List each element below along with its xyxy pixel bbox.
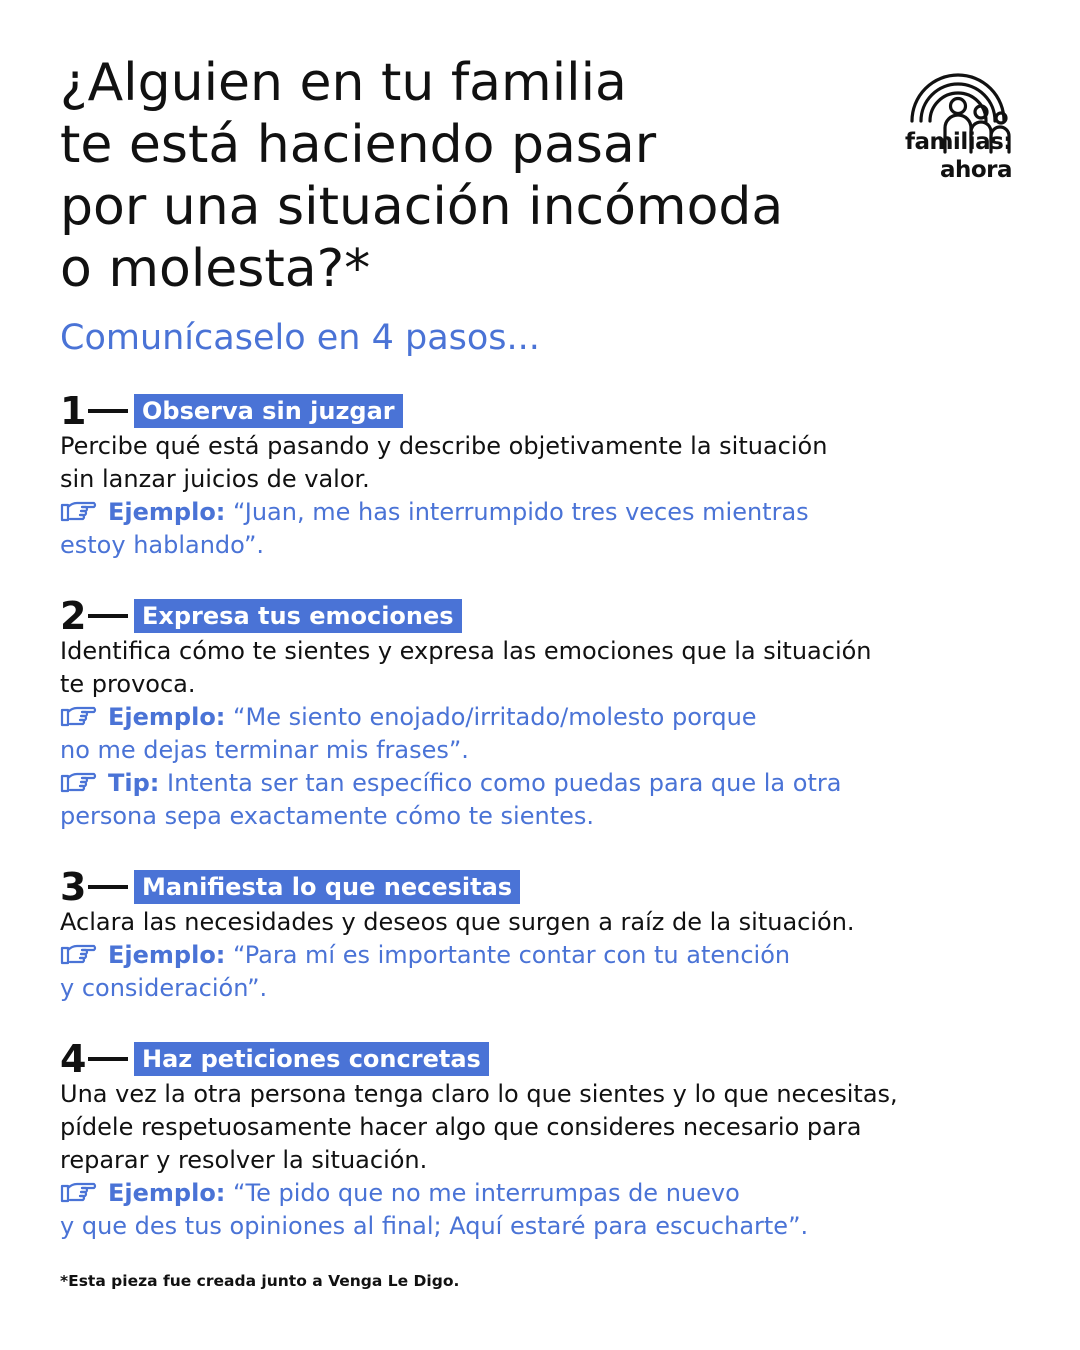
- example-text: “Me siento enojado/irritado/molesto porque: [233, 703, 757, 731]
- tip-line: [60, 767, 1020, 800]
- title-line: ¿Alguien en tu familia: [60, 53, 627, 113]
- step-badge: Haz peticiones concretas: [134, 1042, 489, 1076]
- example-line: [60, 1177, 1020, 1210]
- example-text: no me dejas terminar mis frases”.: [60, 736, 469, 764]
- tip-text: persona sepa exactamente cómo te sientes.: [60, 802, 594, 830]
- step-badge: Expresa tus emociones: [134, 599, 462, 633]
- pointing-hand-icon: [60, 704, 98, 728]
- example-text: y que des tus opiniones al final; Aquí estaré para escucharte”.: [60, 1212, 809, 1240]
- step-header: [60, 1037, 1020, 1081]
- footnote: *Esta pieza fue creada junto a Venga Le Digo.: [60, 1272, 460, 1290]
- dash-divider: [88, 885, 128, 889]
- example-label: Ejemplo:: [108, 1179, 226, 1207]
- step-description: te provoca.: [60, 670, 196, 698]
- logo-line-2: ahora: [939, 157, 1012, 183]
- step-badge: Observa sin juzgar: [134, 394, 403, 428]
- example-text: estoy hablando”.: [60, 531, 265, 559]
- example-label: Ejemplo:: [108, 498, 226, 526]
- example-line: [60, 939, 1020, 972]
- step-number: 3: [60, 865, 87, 909]
- step-description: Identifica cómo te sientes y expresa las emociones que la situación: [60, 637, 872, 665]
- step-header: [60, 389, 1020, 433]
- title-line: o molesta?*: [60, 239, 371, 299]
- step-number: 4: [60, 1037, 87, 1081]
- dash-divider: [88, 1057, 128, 1061]
- step-4: [60, 1037, 1020, 1243]
- example-text: “Juan, me has interrumpido tres veces mientras: [233, 498, 809, 526]
- pointing-hand-icon: [60, 1180, 98, 1204]
- pointing-hand-icon: [60, 499, 98, 523]
- tip-label: Tip:: [108, 769, 160, 797]
- example-label: Ejemplo:: [108, 703, 226, 731]
- example-text: y consideración”.: [60, 974, 268, 1002]
- title-line: te está haciendo pasar: [60, 115, 657, 175]
- step-description: pídele respetuosamente hacer algo que consideres necesario para: [60, 1113, 862, 1141]
- step-description: Percibe qué está pasando y describe objetivamente la situación: [60, 432, 828, 460]
- step-2: [60, 594, 1020, 833]
- subtitle: Comunícaselo en 4 pasos...: [60, 318, 540, 358]
- step-description: reparar y resolver la situación.: [60, 1146, 428, 1174]
- example-line: [60, 701, 1020, 734]
- page-title: [60, 52, 880, 300]
- tip-text: Intenta ser tan específico como puedas para que la otra: [167, 769, 842, 797]
- step-number: 1: [60, 389, 87, 433]
- step-description: Aclara las necesidades y deseos que surgen a raíz de la situación.: [60, 908, 855, 936]
- title-line: por una situación incómoda: [60, 177, 784, 237]
- step-number: 2: [60, 594, 87, 638]
- example-label: Ejemplo:: [108, 941, 226, 969]
- example-text: “Para mí es importante contar con tu atención: [233, 941, 791, 969]
- step-header: [60, 594, 1020, 638]
- step-header: [60, 865, 1020, 909]
- example-line: [60, 496, 1020, 529]
- step-1: [60, 389, 1020, 562]
- pointing-hand-icon: [60, 770, 98, 794]
- step-description: Una vez la otra persona tenga claro lo que sientes y lo que necesitas,: [60, 1080, 898, 1108]
- step-badge: Manifiesta lo que necesitas: [134, 870, 520, 904]
- dash-divider: [88, 409, 128, 413]
- step-description: sin lanzar juicios de valor.: [60, 465, 370, 493]
- step-3: [60, 865, 1020, 1005]
- logo-line-1: familias:: [904, 129, 1012, 155]
- dash-divider: [88, 614, 128, 618]
- logo-wordmark: [905, 128, 1012, 184]
- pointing-hand-icon: [60, 942, 98, 966]
- example-text: “Te pido que no me interrumpas de nuevo: [233, 1179, 740, 1207]
